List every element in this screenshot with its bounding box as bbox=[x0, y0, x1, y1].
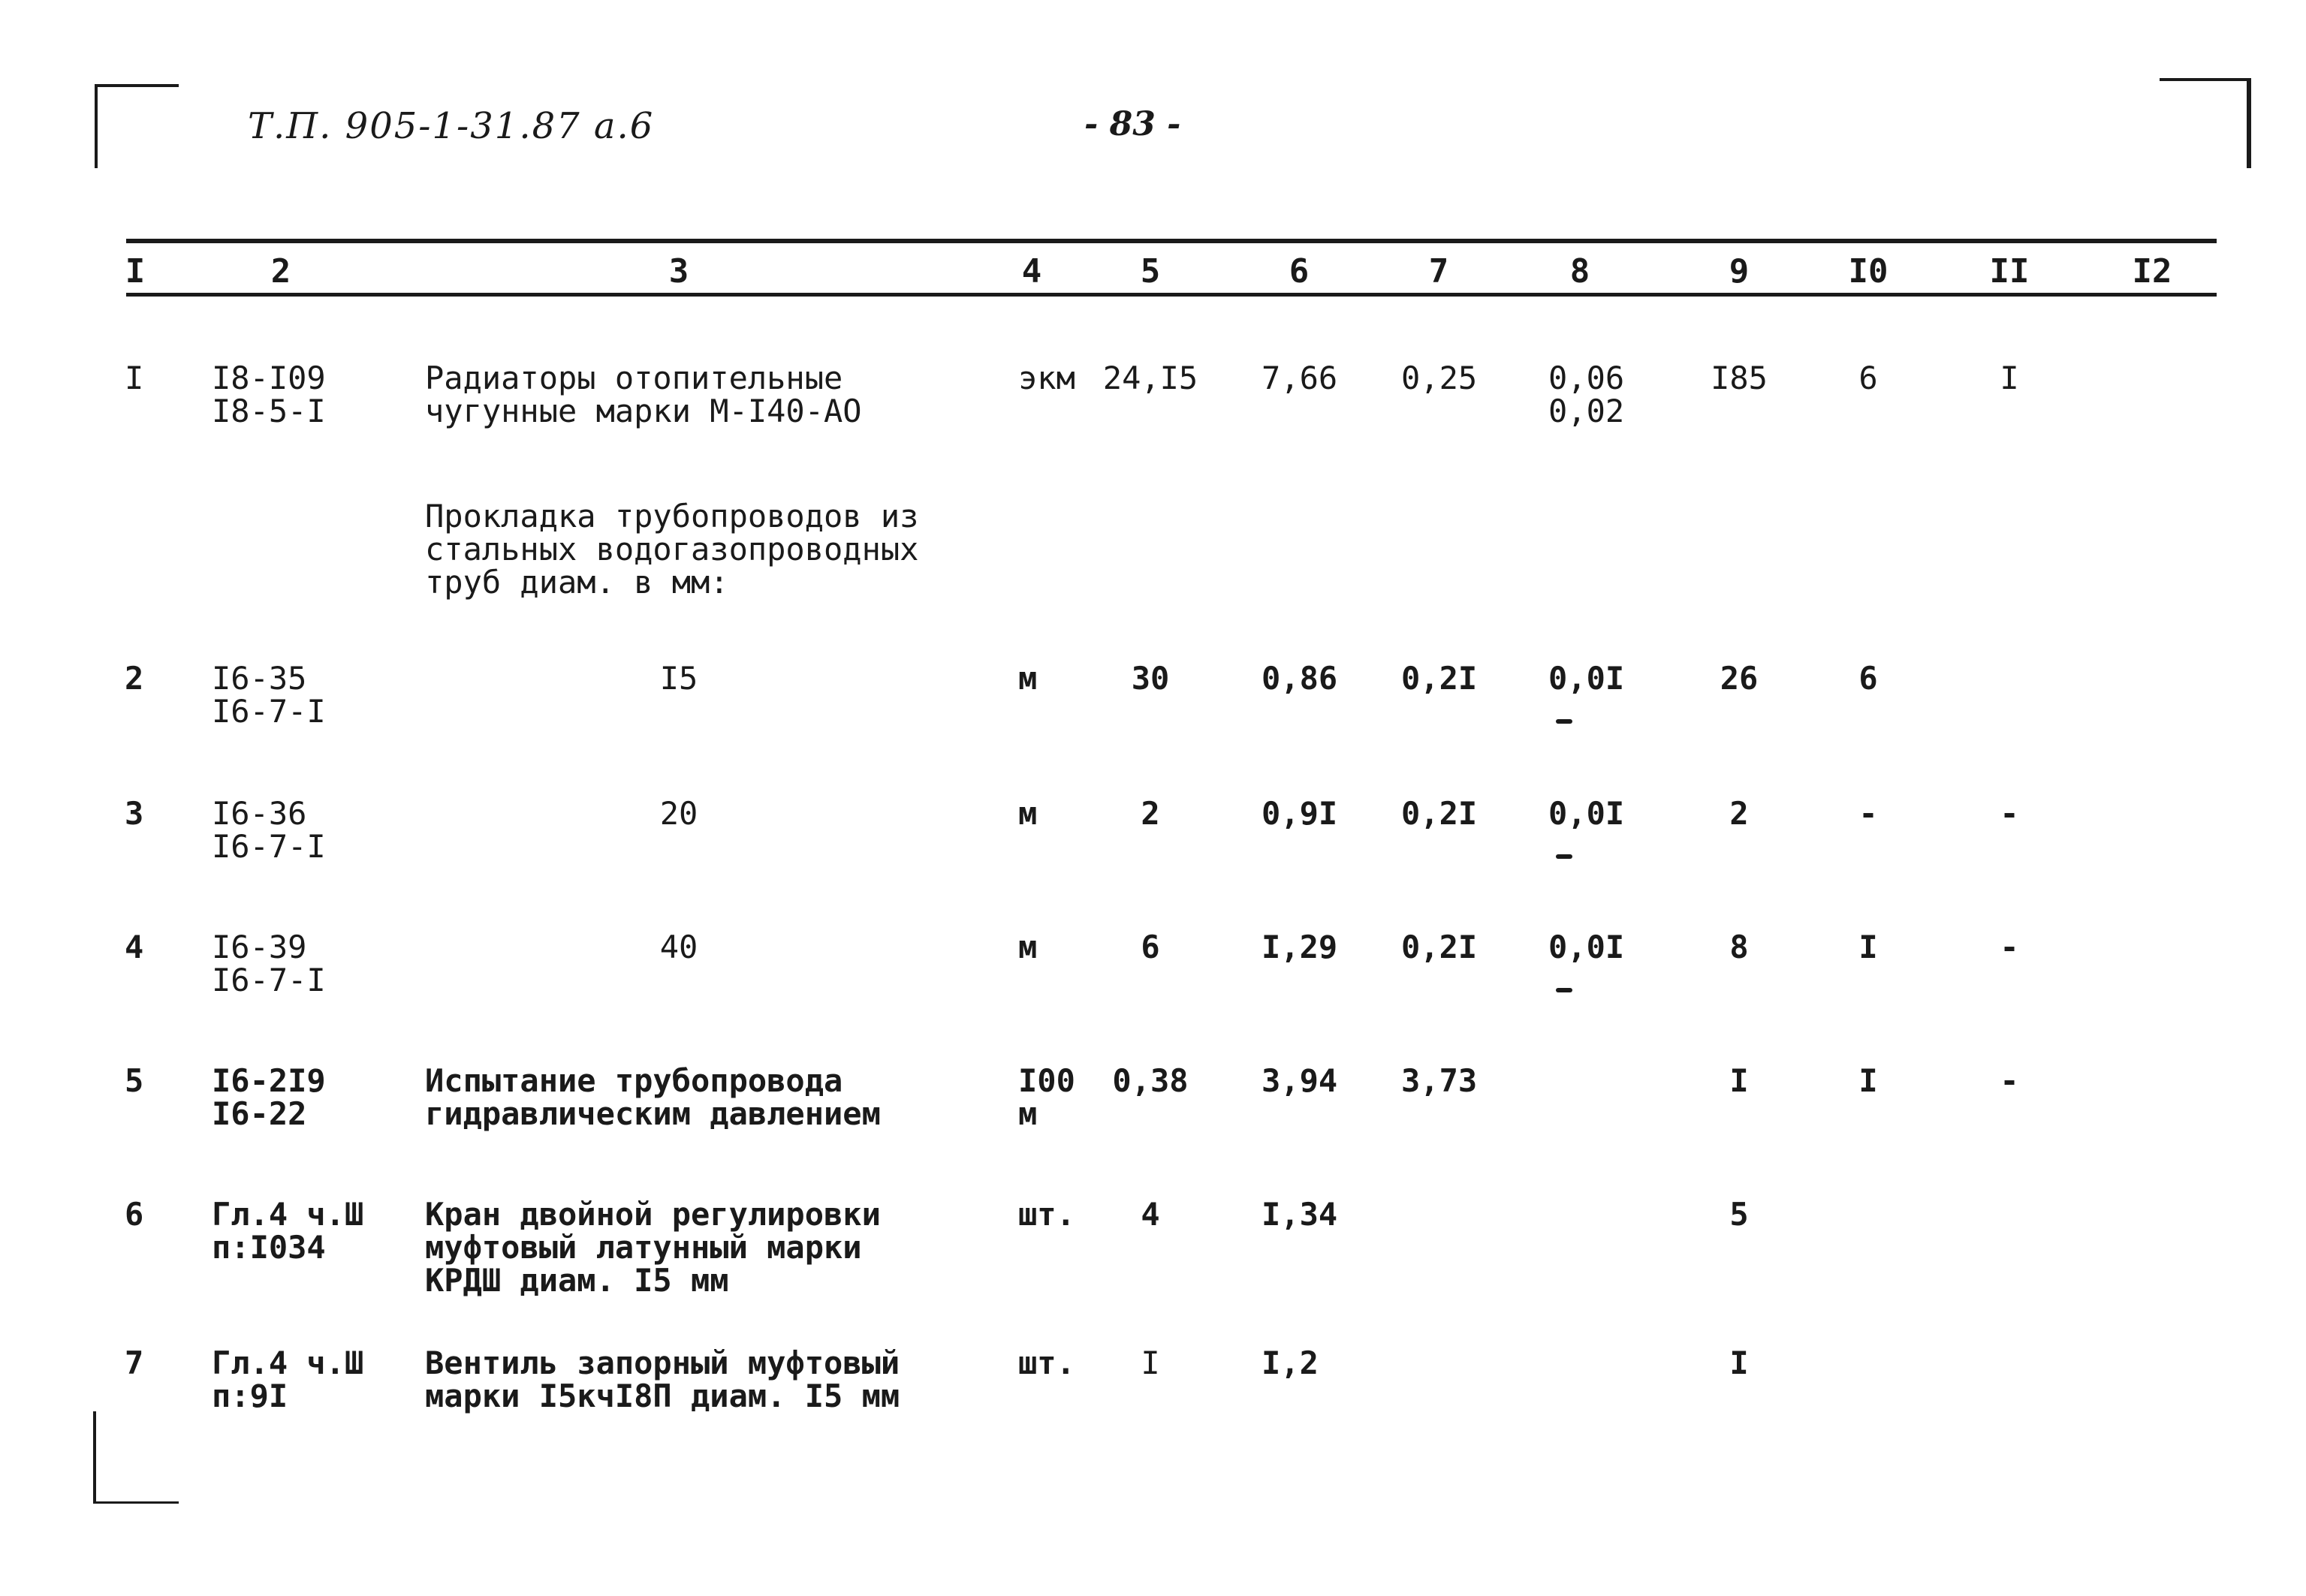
value-col9: I bbox=[1729, 1062, 1749, 1099]
underline-mark bbox=[1556, 719, 1572, 724]
cost-code: I6-2I9 I6-22 bbox=[212, 1062, 326, 1132]
column-number: 2 bbox=[270, 252, 291, 291]
column-number: 9 bbox=[1729, 252, 1750, 291]
value-col10: 6 bbox=[1858, 360, 1878, 396]
column-number: 4 bbox=[1021, 252, 1042, 291]
value-col6: I,34 bbox=[1262, 1196, 1338, 1233]
row-number: 3 bbox=[125, 795, 144, 832]
value-col9: I bbox=[1729, 1345, 1749, 1381]
value-col6: 3,94 bbox=[1262, 1062, 1338, 1099]
unit: шт. bbox=[1018, 1345, 1075, 1381]
value-col7: 0,2I bbox=[1401, 660, 1478, 697]
value-col10: - bbox=[1858, 795, 1878, 832]
value-col6: I,2 bbox=[1262, 1345, 1319, 1381]
unit: I00 м bbox=[1018, 1062, 1075, 1132]
pipe-diameter: I5 bbox=[659, 660, 698, 697]
value-col6: 0,86 bbox=[1262, 660, 1338, 697]
underline-mark bbox=[1556, 854, 1572, 859]
row-number: 7 bbox=[125, 1345, 144, 1381]
frame-corner-bottom-left bbox=[93, 1411, 179, 1504]
work-description: Вентиль запорный муфтовый марки I5кчI8П диам. I5 мм bbox=[425, 1345, 900, 1414]
value-col9: 2 bbox=[1729, 795, 1749, 832]
value-col9: 26 bbox=[1720, 660, 1759, 697]
value-col10: I bbox=[1858, 929, 1878, 965]
column-number: I2 bbox=[2132, 252, 2172, 291]
column-number: 8 bbox=[1569, 252, 1590, 291]
cost-code: I6-39 I6-7-I bbox=[212, 929, 326, 998]
value-col9: 5 bbox=[1729, 1196, 1749, 1233]
column-number: 3 bbox=[668, 252, 689, 291]
row-number: I bbox=[125, 360, 144, 396]
column-number: I0 bbox=[1848, 252, 1889, 291]
work-description: Испытание трубопровода гидравлическим давлением bbox=[425, 1062, 881, 1132]
work-description: Кран двойной регулировки муфтовый латунный марки КРДШ диам. I5 мм bbox=[425, 1196, 881, 1299]
value-col8: 0,0I bbox=[1548, 795, 1625, 832]
table-header-bottom-rule bbox=[126, 293, 2217, 297]
quantity: 0,38 bbox=[1112, 1062, 1189, 1099]
value-col11: I bbox=[2000, 360, 2019, 396]
frame-corner-top-left bbox=[95, 84, 179, 168]
column-number: 7 bbox=[1428, 252, 1449, 291]
value-col8: 0,06 0,02 bbox=[1548, 360, 1625, 429]
value-col6: 0,9I bbox=[1262, 795, 1338, 832]
value-col7: 0,2I bbox=[1401, 795, 1478, 832]
value-col9: 8 bbox=[1729, 929, 1749, 965]
quantity: I bbox=[1141, 1345, 1160, 1381]
cost-code: Гл.4 ч.Ш п:9I bbox=[212, 1345, 364, 1414]
quantity: 4 bbox=[1141, 1196, 1160, 1233]
table-header-top-rule bbox=[126, 239, 2217, 243]
document-code: Т.П. 905-1-31.87 а.6 bbox=[248, 105, 655, 147]
work-description: Радиаторы отопительные чугунные марки М-I40-АО bbox=[425, 360, 862, 429]
column-number: I bbox=[125, 252, 146, 291]
unit: м bbox=[1018, 660, 1038, 697]
value-col6: 7,66 bbox=[1262, 360, 1338, 396]
row-number: 2 bbox=[125, 660, 144, 697]
row-number: 4 bbox=[125, 929, 144, 965]
quantity: 2 bbox=[1141, 795, 1160, 832]
row-number: 5 bbox=[125, 1062, 144, 1099]
section-heading: Прокладка трубопроводов из стальных водогазопроводных труб диам. в мм: bbox=[425, 498, 919, 601]
cost-code: I6-36 I6-7-I bbox=[212, 795, 326, 865]
value-col11: - bbox=[2000, 795, 2019, 832]
unit: шт. bbox=[1018, 1196, 1075, 1233]
value-col7: 0,25 bbox=[1401, 360, 1478, 396]
cost-code: I8-I09 I8-5-I bbox=[212, 360, 326, 429]
pipe-diameter: 20 bbox=[659, 795, 698, 832]
frame-corner-top-right bbox=[2160, 78, 2251, 168]
quantity: 24,I5 bbox=[1102, 360, 1198, 396]
value-col7: 0,2I bbox=[1401, 929, 1478, 965]
value-col11: - bbox=[2000, 929, 2019, 965]
value-col8: 0,0I bbox=[1548, 660, 1625, 697]
value-col9: I85 bbox=[1711, 360, 1768, 396]
value-col10: I bbox=[1858, 1062, 1878, 1099]
value-col7: 3,73 bbox=[1401, 1062, 1478, 1099]
quantity: 6 bbox=[1141, 929, 1160, 965]
underline-mark bbox=[1556, 988, 1572, 992]
row-number: 6 bbox=[125, 1196, 144, 1233]
value-col8: 0,0I bbox=[1548, 929, 1625, 965]
value-col10: 6 bbox=[1858, 660, 1878, 697]
unit: экм bbox=[1018, 360, 1075, 396]
value-col11: - bbox=[2000, 1062, 2019, 1099]
unit: м bbox=[1018, 929, 1038, 965]
quantity: 30 bbox=[1131, 660, 1170, 697]
value-col6: I,29 bbox=[1262, 929, 1338, 965]
pipe-diameter: 40 bbox=[659, 929, 698, 965]
cost-code: I6-35 I6-7-I bbox=[212, 660, 326, 730]
column-number: II bbox=[1989, 252, 2030, 291]
unit: м bbox=[1018, 795, 1038, 832]
cost-code: Гл.4 ч.Ш п:I034 bbox=[212, 1196, 364, 1266]
page-number: - 83 - bbox=[1084, 105, 1181, 143]
column-number: 5 bbox=[1140, 252, 1161, 291]
column-number: 6 bbox=[1289, 252, 1310, 291]
